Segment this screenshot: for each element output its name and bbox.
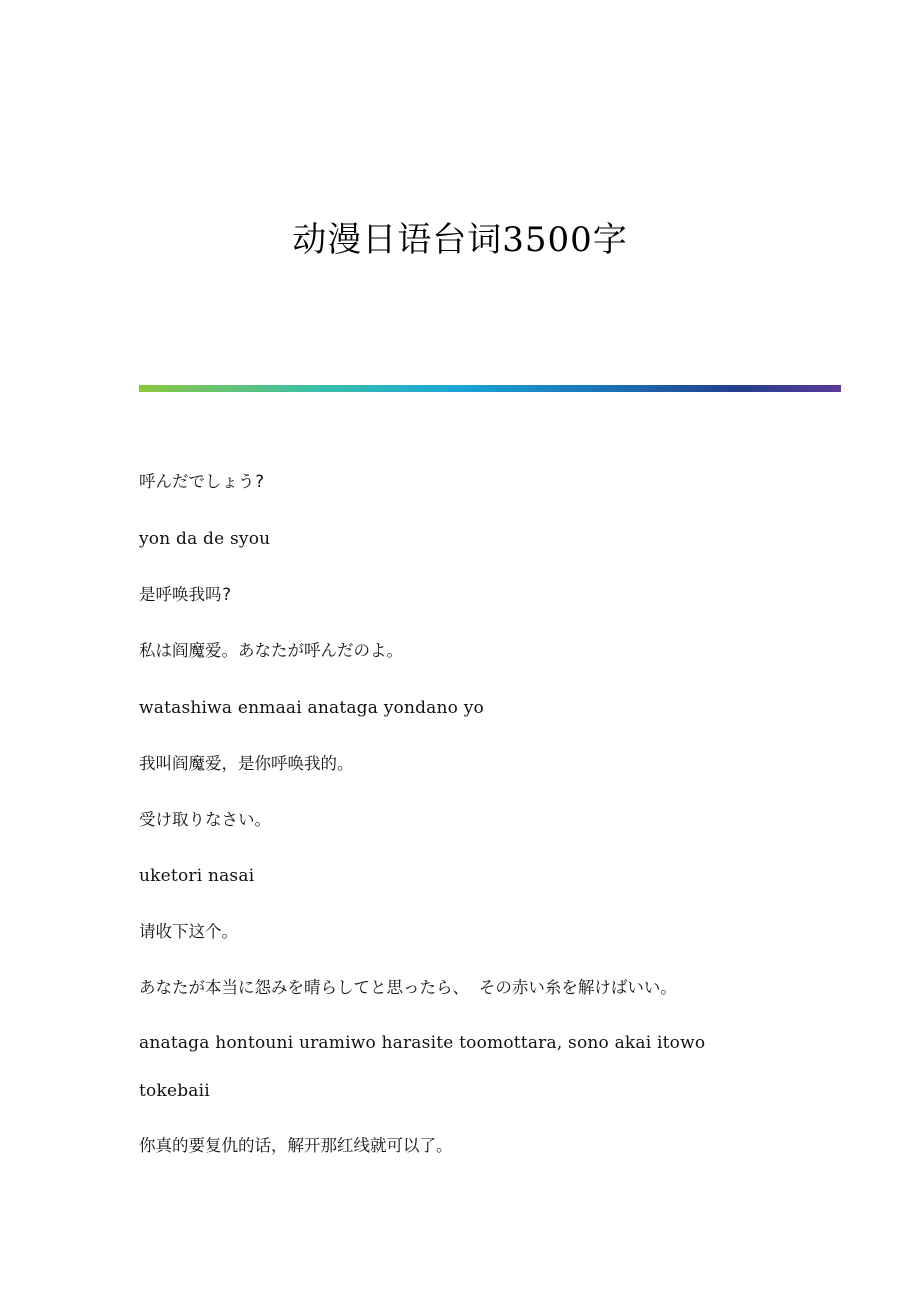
dialogue-line-romaji: yon da de syou	[139, 529, 271, 549]
title-divider	[139, 385, 841, 392]
dialogue-line-chinese: 请收下这个。	[139, 922, 238, 941]
dialogue-line-japanese: 受け取りなさい。	[139, 810, 271, 829]
dialogue-line-romaji: anataga hontouni uramiwo harasite toomottara, sono akai itowo tokebaii	[139, 1033, 706, 1101]
dialogue-line-chinese: 你真的要复仇的话，解开那红线就可以了。	[139, 1136, 453, 1155]
dialogue-line-romaji: watashiwa enmaai anataga yondano yo	[139, 698, 484, 718]
dialogue-line-chinese: 是呼唤我吗?	[139, 585, 232, 604]
dialogue-line-japanese: 私は阎魔爱。あなたが呼んだのよ。	[139, 641, 403, 660]
dialogue-line-chinese: 我叫阎魔爱，是你呼唤我的。	[139, 754, 354, 773]
document-title: 动漫日语台词3500字	[292, 220, 628, 260]
dialogue-line-japanese: 呼んだでしょう?	[139, 472, 265, 491]
dialogue-line-romaji: uketori nasai	[139, 866, 255, 886]
dialogue-line-japanese: あなたが本当に怨みを晴らしてと思ったら、 その赤い糸を解けばいい。	[139, 978, 677, 997]
